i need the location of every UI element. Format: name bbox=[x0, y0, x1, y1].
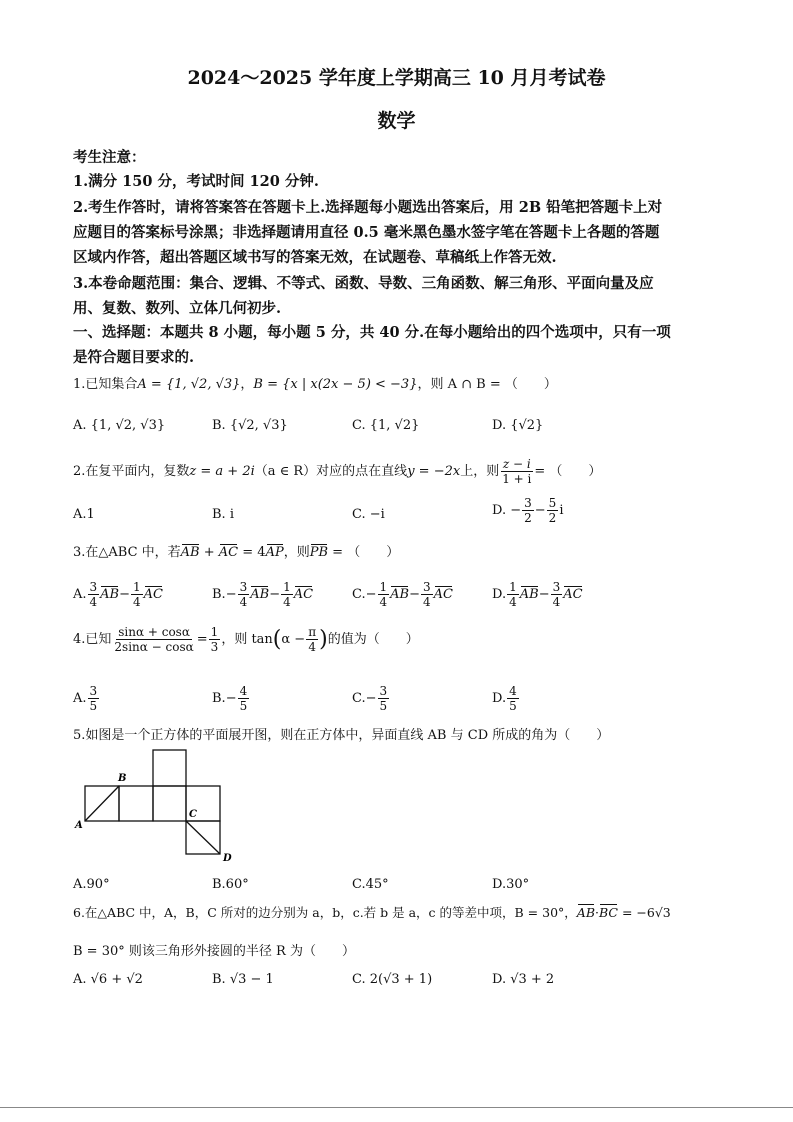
q3-opt-vec: AC bbox=[433, 587, 454, 602]
q6-option-d: D. √3 + 2 bbox=[492, 972, 555, 987]
q3-vec-pb: PB bbox=[309, 545, 329, 560]
q6-dot-eq: = −6√3 bbox=[617, 905, 671, 920]
q4-opt-frac bbox=[507, 684, 519, 713]
q2-line: y = −2x bbox=[407, 464, 461, 479]
q4-pi-den: 4 bbox=[308, 640, 316, 654]
q3-opt-sign: − bbox=[225, 587, 237, 602]
q4-opt-num: 4 bbox=[509, 684, 517, 698]
q3-option-a bbox=[73, 580, 163, 609]
q3-option-c bbox=[352, 580, 453, 609]
q3-opt-num: 3 bbox=[89, 580, 98, 594]
q4-opt-den: 5 bbox=[89, 699, 98, 713]
q3-plus: + bbox=[199, 545, 219, 560]
q4-opt-num: 4 bbox=[239, 684, 248, 698]
q3-opt-vec: AC bbox=[563, 587, 583, 602]
q3-opt-vec: AC bbox=[293, 587, 314, 602]
q3-opt-den: 4 bbox=[423, 595, 431, 609]
q2-optd-frac1 bbox=[522, 496, 534, 525]
subject-title: 数学 bbox=[377, 110, 416, 132]
q4-opt-label: B. bbox=[212, 691, 226, 706]
label-b: B bbox=[118, 773, 127, 784]
q6-vec-bc: BC bbox=[599, 905, 618, 920]
segment-ab bbox=[85, 786, 119, 821]
question-3 bbox=[73, 541, 399, 560]
q4-paren-right: ) bbox=[319, 627, 328, 652]
cube-net-figure bbox=[70, 745, 245, 870]
q3-opt-num: 1 bbox=[283, 580, 291, 594]
question-4 bbox=[73, 625, 419, 654]
q6-vec-ab: AB bbox=[576, 905, 596, 920]
label-c: C bbox=[189, 809, 197, 820]
q4-rn: 1 bbox=[210, 625, 219, 639]
q3-opt-label: D. bbox=[492, 587, 507, 602]
q4-then: ，则 tan bbox=[221, 632, 273, 647]
q4-option-a bbox=[73, 684, 100, 713]
q3-opt-vec: AB bbox=[100, 587, 120, 602]
q4-num: sinα + cosα bbox=[118, 625, 190, 639]
q3-opt-num: 1 bbox=[379, 580, 388, 594]
q3-ask: = （ ） bbox=[328, 545, 400, 560]
q6-option-b: B. √3 − 1 bbox=[212, 972, 274, 987]
q1-set-a: A = {1, √2, √3} bbox=[137, 377, 241, 392]
q2-optd-pre: D. − bbox=[492, 503, 522, 518]
q3-opt-frac bbox=[88, 580, 100, 609]
q4-ask: 的值为（ ） bbox=[327, 632, 419, 647]
q3-opt-op: − bbox=[119, 587, 131, 602]
q4-den: 2sinα − cosα bbox=[114, 640, 194, 654]
q5-option-a: A.90° bbox=[73, 877, 110, 892]
q4-rd: 3 bbox=[210, 640, 219, 654]
q3-opt-den: 4 bbox=[133, 595, 141, 609]
q2-eq: = （ ） bbox=[534, 464, 602, 479]
exam-title: 2024～2025 学年度上学期高三 10 月月考试卷 bbox=[187, 67, 606, 89]
q3-opt-frac bbox=[378, 580, 390, 609]
q2-num: z − i bbox=[502, 457, 531, 471]
q3-opt-frac bbox=[551, 580, 563, 609]
q1-option-c: C. {1, √2} bbox=[352, 418, 420, 433]
q1-prefix: 1.已知集合 bbox=[73, 377, 138, 392]
q3-opt-num: 3 bbox=[552, 580, 561, 594]
q3-vec-ap: AP bbox=[265, 545, 284, 560]
q4-paren-left: ( bbox=[272, 627, 282, 652]
q3-option-b bbox=[212, 580, 313, 609]
q2-z: z = a + 2i bbox=[189, 464, 255, 479]
q3-eq: = 4 bbox=[238, 545, 266, 560]
q1-option-a: A. {1, √2, √3} bbox=[73, 418, 166, 433]
q2-cond: （a ∈ R）对应的点在直线 bbox=[254, 464, 408, 479]
label-a: A bbox=[75, 820, 83, 831]
q3-opt-vec: AC bbox=[143, 587, 164, 602]
q4-opt-frac bbox=[238, 684, 250, 713]
q2-fraction bbox=[500, 457, 533, 486]
q3-opt-op: − bbox=[409, 587, 421, 602]
q4-opt-frac bbox=[378, 684, 390, 713]
q3-opt-frac bbox=[507, 580, 519, 609]
q1-ask: ，则 A ∩ B = （ ） bbox=[417, 377, 557, 392]
q2-optd-d1: 2 bbox=[524, 511, 532, 525]
q3-opt-den: 4 bbox=[283, 595, 291, 609]
q3-opt-den: 4 bbox=[552, 595, 561, 609]
q4-option-d bbox=[492, 684, 520, 713]
q2-optd-n2: 5 bbox=[548, 496, 557, 510]
q4-opt-frac bbox=[88, 684, 100, 713]
q4-option-c bbox=[352, 684, 390, 713]
q3-opt-num: 1 bbox=[509, 580, 517, 594]
notice-line: 应题目的答案标号涂黑；非选择题请用直径 0.5 毫米黑色墨水签字笔在答题卡上各题的答题 bbox=[73, 224, 660, 241]
q4-pi: π bbox=[308, 625, 317, 639]
q5-option-d: D.30° bbox=[492, 877, 530, 892]
q3-opt-num: 3 bbox=[239, 580, 248, 594]
q3-opt-vec: AB bbox=[390, 587, 410, 602]
q3-opt-num: 1 bbox=[133, 580, 141, 594]
section-heading: 一、选择题：本题共 8 小题，每小题 5 分，共 40 分.在每小题给出的四个选项中，只有一项 bbox=[73, 324, 671, 341]
net-square-2 bbox=[119, 786, 153, 821]
q6-dot: · bbox=[595, 905, 599, 920]
q4-opt-den: 5 bbox=[239, 699, 248, 713]
q3-opt-den: 4 bbox=[379, 595, 388, 609]
q3-opt-den: 4 bbox=[239, 595, 248, 609]
q3-opt-sign: − bbox=[365, 587, 377, 602]
page-bottom-rule bbox=[0, 1107, 793, 1108]
q6-option-c: C. 2(√3 + 1) bbox=[352, 972, 433, 987]
q1-option-d: D. {√2} bbox=[492, 418, 544, 433]
q2-optd-mid: − bbox=[534, 503, 546, 518]
q3-opt-op: − bbox=[269, 587, 281, 602]
q6-line1: 6.在△ABC 中，A，B，C 所对的边分别为 a，b，c.若 b 是 a，c 的等差中项，B = 30°， bbox=[73, 905, 577, 920]
q1-option-b: B. {√2, √3} bbox=[212, 418, 288, 433]
notice-line: 区域内作答，超出答题区域书写的答案无效，在试题卷、草稿纸上作答无效. bbox=[73, 249, 557, 266]
q4-opt-sign: − bbox=[365, 691, 377, 706]
q5-option-c: C.45° bbox=[352, 877, 389, 892]
net-square-top bbox=[153, 750, 186, 786]
notice-line: 2.考生作答时，请将答案答在答题卡上.选择题每小题选出答案后，用 2B 铅笔把答题卡上对 bbox=[73, 199, 663, 216]
q2-then: 上，则 bbox=[460, 464, 500, 479]
q4-pi-frac bbox=[306, 625, 318, 654]
q4-option-b bbox=[212, 684, 250, 713]
q4-fraction bbox=[112, 625, 195, 654]
q2-den: 1 + i bbox=[502, 472, 532, 486]
q4-prefix: 4.已知 bbox=[73, 632, 112, 647]
q4-opt-den: 5 bbox=[509, 699, 517, 713]
q3-opt-vec: AB bbox=[250, 587, 270, 602]
q2-optd-frac2 bbox=[547, 496, 559, 525]
question-5: 5.如图是一个正方体的平面展开图，则在正方体中，异面直线 AB 与 CD 所成的角为（ ） bbox=[73, 728, 610, 743]
q2-optd-n1: 3 bbox=[524, 496, 532, 510]
q2-option-b: B. i bbox=[212, 507, 234, 522]
q3-prefix: 3.在△ABC 中，若 bbox=[73, 545, 181, 560]
q4-opt-sign: − bbox=[225, 691, 237, 706]
q3-opt-frac bbox=[238, 580, 250, 609]
notice-line: 1.满分 150 分，考试时间 120 分钟. bbox=[73, 173, 319, 190]
q3-vec-ab: AB bbox=[180, 545, 200, 560]
q2-optd-d2: 2 bbox=[548, 511, 557, 525]
q4-arg: α − bbox=[281, 632, 306, 647]
q3-then: ，则 bbox=[283, 545, 310, 560]
question-6 bbox=[73, 903, 671, 921]
label-d: D bbox=[223, 853, 232, 864]
q3-vec-ac: AC bbox=[218, 545, 239, 560]
question-1 bbox=[73, 373, 557, 392]
q4-opt-num: 3 bbox=[89, 684, 98, 698]
q2-option-c: C. −i bbox=[352, 507, 385, 522]
q4-opt-label: D. bbox=[492, 691, 507, 706]
q1-comma: ， bbox=[240, 377, 254, 392]
section-heading-cont: 是符合题目要求的. bbox=[73, 349, 195, 366]
q3-opt-label: B. bbox=[212, 587, 226, 602]
q4-opt-num: 3 bbox=[379, 684, 388, 698]
segment-cd bbox=[186, 821, 220, 854]
q3-opt-label: A. bbox=[73, 587, 87, 602]
notice-heading: 考生注意： bbox=[73, 149, 146, 166]
q6-option-a: A. √6 + √2 bbox=[73, 972, 143, 987]
q1-set-b: B = {x | x(2x − 5) < −3} bbox=[253, 377, 418, 392]
q3-opt-vec: AB bbox=[519, 587, 539, 602]
question-2 bbox=[73, 457, 601, 486]
q4-opt-label: C. bbox=[352, 691, 366, 706]
q3-opt-frac bbox=[131, 580, 143, 609]
q2-optd-suf: i bbox=[559, 503, 564, 518]
notice-line: 用、复数、数列、立体几何初步. bbox=[73, 300, 282, 317]
q3-opt-num: 3 bbox=[423, 580, 431, 594]
q2-option-a: A.1 bbox=[73, 507, 95, 522]
net-square-3 bbox=[153, 786, 186, 821]
q4-result bbox=[209, 625, 221, 654]
q3-opt-frac bbox=[421, 580, 433, 609]
q2-option-d bbox=[492, 496, 563, 525]
q3-option-d bbox=[492, 580, 583, 609]
q2-prefix: 2.在复平面内，复数 bbox=[73, 464, 190, 479]
q4-opt-den: 5 bbox=[379, 699, 388, 713]
q4-eq: = bbox=[196, 632, 208, 647]
q3-opt-den: 4 bbox=[509, 595, 517, 609]
q5-option-b: B.60° bbox=[212, 877, 249, 892]
q3-opt-den: 4 bbox=[89, 595, 98, 609]
q3-opt-label: C. bbox=[352, 587, 366, 602]
q3-opt-frac bbox=[281, 580, 293, 609]
q3-opt-op: − bbox=[538, 587, 550, 602]
q4-opt-label: A. bbox=[73, 691, 87, 706]
question-6-cont: B = 30° 则该三角形外接圆的半径 R 为（ ） bbox=[73, 944, 355, 959]
notice-line: 3.本卷命题范围：集合、逻辑、不等式、函数、导数、三角函数、解三角形、平面向量及应 bbox=[73, 275, 654, 292]
